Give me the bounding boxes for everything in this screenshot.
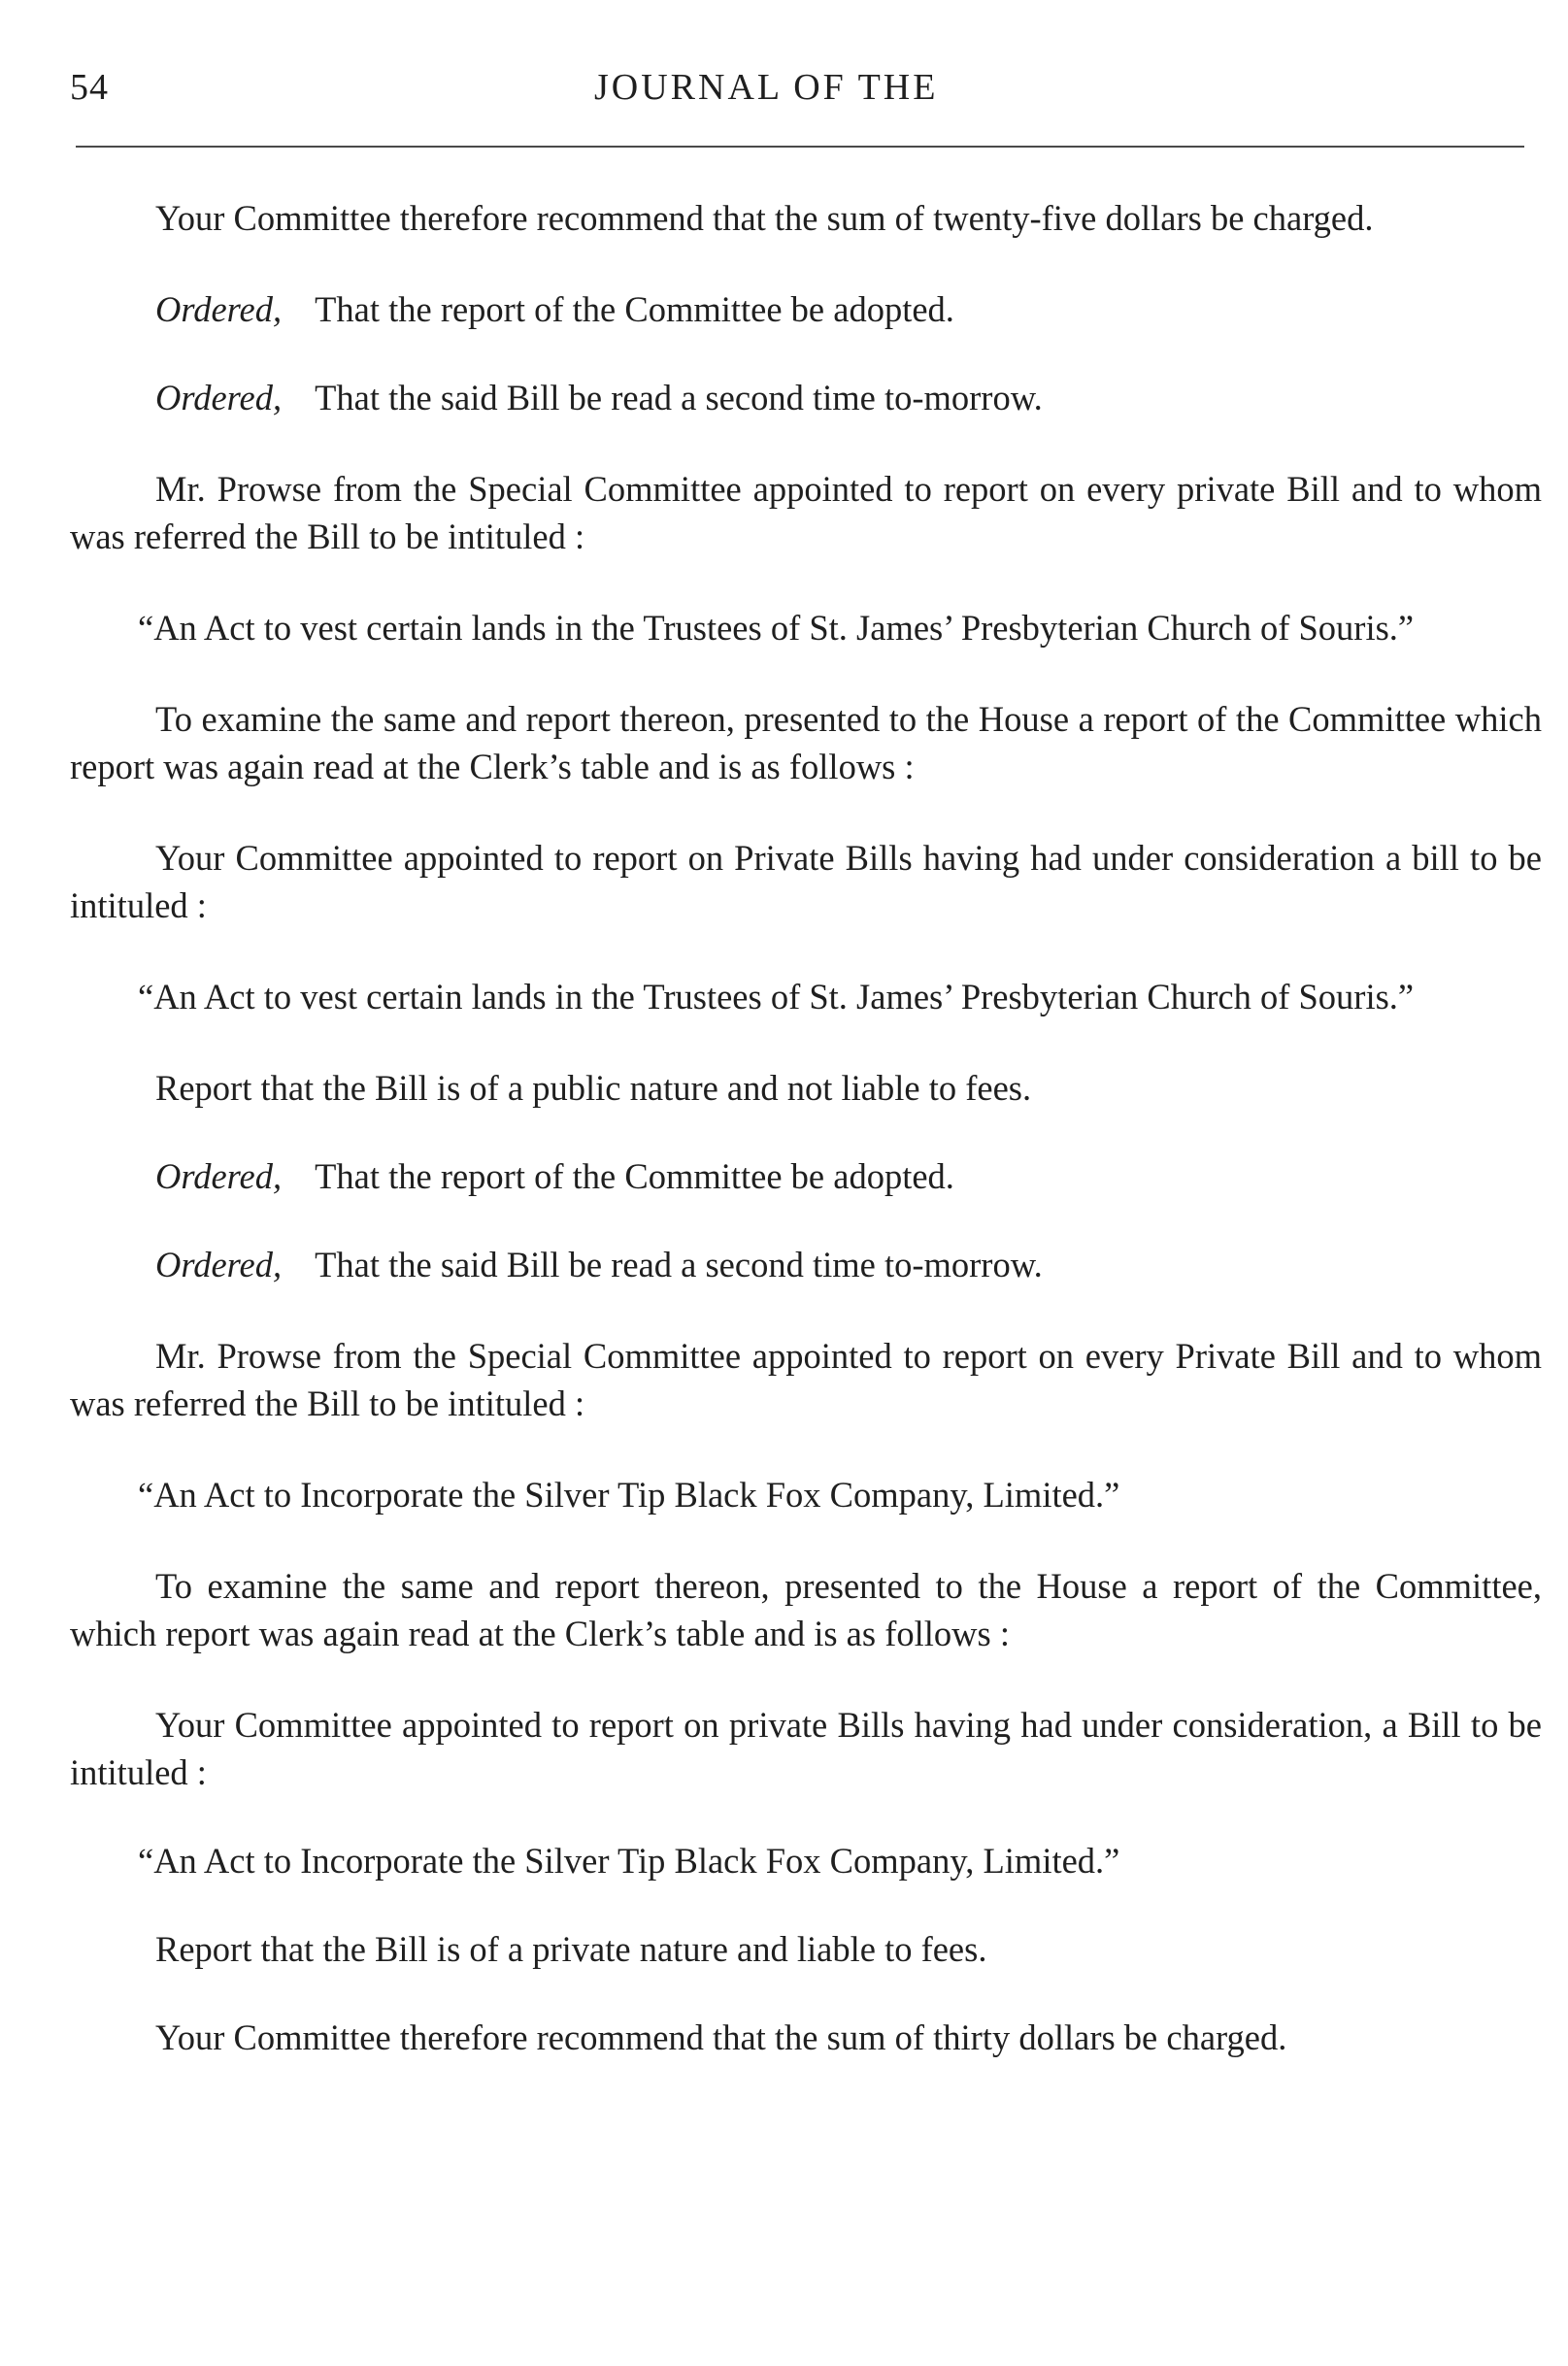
order-text: That the report of the Committee be adopted.	[315, 1156, 954, 1196]
paragraph-examine-souris: To examine the same and report thereon, presented to the House a report of the Committee which report was again read at the Clerk’s table and is as follows :	[70, 699, 1542, 786]
ordered-label: Ordered,	[155, 1156, 283, 1196]
order-text: That the said Bill be read a second time to-morrow.	[315, 378, 1043, 417]
page-body	[70, 194, 1542, 2105]
page-number: 54	[70, 67, 109, 108]
ordered-label: Ordered,	[155, 378, 283, 417]
order-second-reading	[70, 374, 1542, 421]
running-head: JOURNAL OF THE	[594, 67, 939, 108]
order-second-reading-2	[70, 1241, 1542, 1288]
header-rule	[76, 146, 1524, 148]
bill-title-souris: “An Act to vest certain lands in the Trustees of St. James’ Presbyterian Church of Souris.”	[138, 608, 1415, 648]
bill-title-silver-tip: “An Act to Incorporate the Silver Tip Black Fox Company, Limited.”	[138, 1475, 1120, 1515]
paragraph-private-nature: Report that the Bill is of a private nature and liable to fees.	[155, 1929, 987, 1969]
paragraph-recommendation-thirty: Your Committee therefore recommend that the sum of thirty dollars be charged.	[155, 2017, 1287, 2057]
paragraph-committee-consideration-silver-tip: Your Committee appointed to report on private Bills having had under consideration, a Bill to be intituled :	[70, 1705, 1542, 1792]
paragraph-public-nature: Report that the Bill is of a public nature and not liable to fees.	[155, 1068, 1032, 1108]
paragraph-prowse-report-silver-tip: Mr. Prowse from the Special Committee appointed to report on every Private Bill and to whom was referred the Bill to be intituled :	[70, 1336, 1542, 1423]
order-adopt-report-2	[70, 1152, 1542, 1200]
ordered-label: Ordered,	[155, 289, 283, 329]
paragraph-committee-consideration-souris: Your Committee appointed to report on Private Bills having had under consideration a bill to be intituled :	[70, 838, 1542, 925]
paragraph-prowse-report-souris: Mr. Prowse from the Special Committee appointed to report on every private Bill and to whom was referred the Bill to be intituled :	[70, 469, 1542, 556]
page-header	[70, 66, 1526, 124]
ordered-label: Ordered,	[155, 1245, 283, 1284]
order-text: That the said Bill be read a second time to-morrow.	[315, 1245, 1043, 1284]
paragraph-examine-silver-tip: To examine the same and report thereon, presented to the House a report of the Committee, which report was again read at the Clerk’s table and is as follows :	[70, 1566, 1542, 1653]
paragraph-recommendation-twenty-five: Your Committee therefore recommend that the sum of twenty-five dollars be charged.	[155, 198, 1374, 238]
bill-title-souris-repeat: “An Act to vest certain lands in the Trustees of St. James’ Presbyterian Church of Souris.”	[138, 977, 1415, 1016]
order-adopt-report	[70, 285, 1542, 333]
bill-title-silver-tip-repeat: “An Act to Incorporate the Silver Tip Black Fox Company, Limited.”	[138, 1841, 1120, 1881]
order-text: That the report of the Committee be adopted.	[315, 289, 954, 329]
